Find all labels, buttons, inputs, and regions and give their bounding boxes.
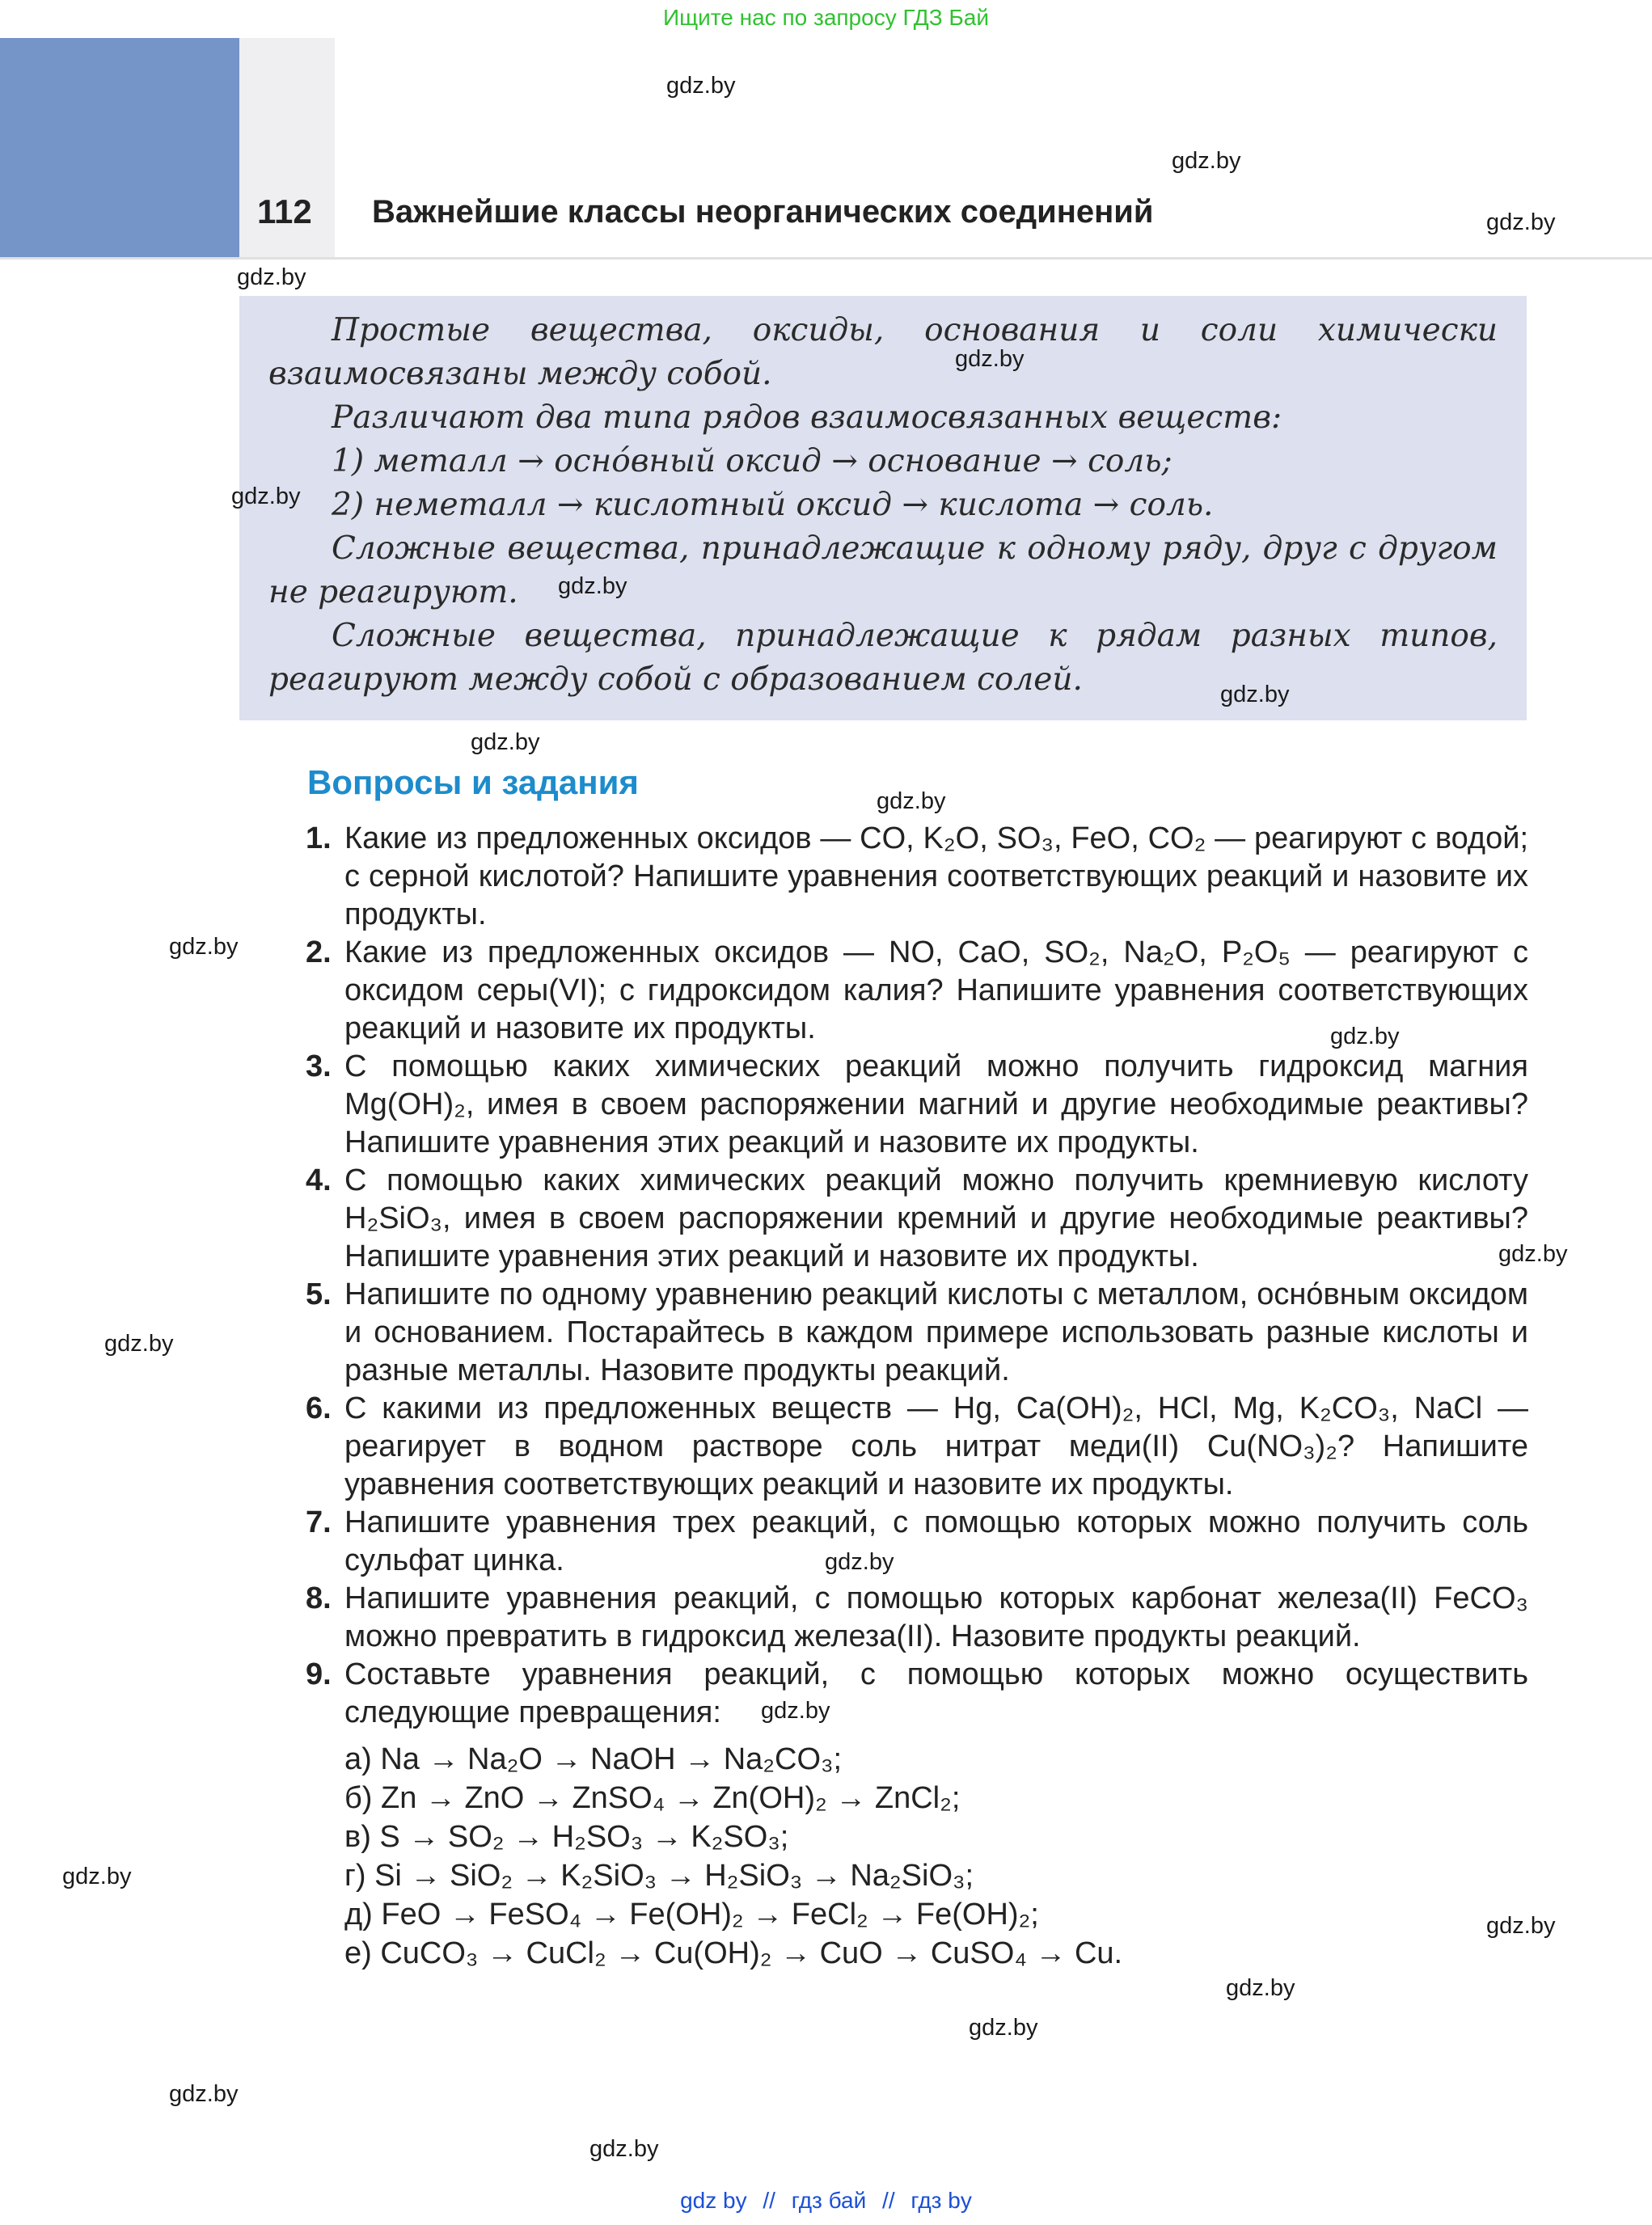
summary-chain-nonmetal: 2) неметалл → кислотный оксид → кислота → соль. [332, 487, 1214, 523]
watermark: gdz.by [558, 573, 627, 599]
question-text: С помощью каких химических реакций можно получить кремниевую кислоту H₂SiO₃, имея в своем распоряжении кремний и другие необходимые реактивы? Напишите уравнения этих реакций и назовите их продукты. [344, 1163, 1528, 1273]
watermark: gdz.by [666, 73, 736, 99]
watermark: gdz.by [1486, 209, 1556, 235]
watermark: gdz.by [231, 483, 301, 509]
question-number: 8. [306, 1581, 332, 1615]
watermark: gdz.by [761, 1698, 830, 1724]
question-item [306, 1656, 1528, 1732]
summary-box [239, 296, 1527, 720]
watermark: gdz.by [62, 1864, 132, 1889]
transformation-item: г) Si → SiO₂ → K₂SiO₃ → H₂SiO₃ → Na₂SiO₃; [344, 1859, 974, 1893]
header-color-block [0, 38, 239, 257]
question-text: Составьте уравнения реакций, с помощью которых можно осуществить следующие превращения: [344, 1657, 1528, 1729]
summary-paragraph: Сложные вещества, принадлежащие к одному ряду, друг с другом не реагируют. [268, 530, 1498, 610]
question-item [306, 1580, 1528, 1656]
summary-paragraph: Сложные вещества, принадлежащие к рядам разных типов, реагируют между собой с образованием солей. [268, 618, 1498, 698]
transformation-item: в) S → SO₂ → H₂SO₃ → K₂SO₃; [344, 1820, 789, 1854]
question-item [306, 1390, 1528, 1504]
question-number: 2. [306, 935, 332, 969]
footer-link-gdz-bai[interactable]: гдз бай [791, 2188, 867, 2213]
questions-list [306, 820, 1528, 1973]
summary-paragraph: Простые вещества, оксиды, основания и соли химически взаимосвязаны между собой. [268, 312, 1498, 392]
watermark: gdz.by [825, 1549, 894, 1575]
question-text: С помощью каких химических реакций можно получить гидроксид магния Mg(OH)₂, имея в своем распоряжении магний и другие необходимые реактивы? Напишите уравнения этих реакций и назовите их продукты. [344, 1049, 1528, 1159]
question-item [306, 820, 1528, 934]
question-number: 6. [306, 1391, 332, 1425]
question-text: Напишите по одному уравнению реакций кислоты с металлом, осно́вным оксидом и основанием. Постарайтесь в каждом примере использовать разные кислоты и разные металлы. Назовите продукты реакций. [344, 1277, 1528, 1387]
question-number: 9. [306, 1657, 332, 1691]
transformation-item: д) FeO → FeSO₄ → Fe(OH)₂ → FeCl₂ → Fe(OH)₂; [344, 1898, 1039, 1932]
summary-paragraph: Различают два типа рядов взаимосвязанных веществ: [332, 399, 1282, 436]
question-number: 1. [306, 821, 332, 855]
watermark: gdz.by [1226, 1975, 1295, 2001]
footer-separator: // [763, 2188, 775, 2213]
transformation-item: б) Zn → ZnO → ZnSO₄ → Zn(OH)₂ → ZnCl₂; [344, 1781, 961, 1815]
watermark: gdz.by [589, 2136, 659, 2162]
question-text: С какими из предложенных веществ — Hg, Ca(OH)₂, HCl, Mg, K₂CO₃, NaCl — реагирует в водном растворе соль нитрат меди(II) Cu(NO₃)₂? Напишите уравнения соответствующих реакций и назовите их продукты. [344, 1391, 1528, 1501]
watermark: gdz.by [955, 346, 1025, 372]
running-title: Важнейшие классы неорганических соединений [372, 194, 1154, 230]
watermark: gdz.by [1172, 148, 1241, 174]
watermark: gdz.by [1486, 1913, 1556, 1939]
watermark: gdz.by [1220, 682, 1290, 707]
watermark: gdz.by [169, 934, 239, 960]
question-number: 3. [306, 1049, 332, 1083]
question-text: Какие из предложенных оксидов — CO, K₂O, SO₃, FeO, CO₂ — реагируют с водой; с серной кислотой? Напишите уравнения соответствующих реакций и назовите их продукты. [344, 821, 1528, 931]
transformations-list [306, 1740, 1528, 1973]
section-title: Вопросы и задания [307, 763, 639, 801]
question-number: 7. [306, 1505, 332, 1539]
question-text: Напишите уравнения трех реакций, с помощью которых можно получить соль сульфат цинка. [344, 1505, 1528, 1577]
header-divider [0, 257, 1652, 260]
watermark: gdz.by [169, 2081, 239, 2107]
watermark: gdz.by [969, 2015, 1038, 2041]
question-number: 5. [306, 1277, 332, 1311]
footer-separator: // [882, 2188, 895, 2213]
watermark: gdz.by [237, 264, 306, 290]
transformation-item: е) CuCO₃ → CuCl₂ → Cu(OH)₂ → CuO → CuSO₄ → Cu. [344, 1936, 1123, 1970]
question-item [306, 1276, 1528, 1390]
question-item [306, 1162, 1528, 1276]
watermark: gdz.by [471, 729, 540, 755]
question-item [306, 1048, 1528, 1162]
transformation-item: а) Na → Na₂O → NaOH → Na₂CO₃; [344, 1742, 843, 1776]
question-text: Какие из предложенных оксидов — NO, CaO, SO₂, Na₂O, P₂O₅ — реагируют с оксидом серы(VI); с гидроксидом калия? Напишите уравнения соответствующих реакций и назовите их продукты. [344, 935, 1528, 1045]
watermark: gdz.by [1498, 1241, 1568, 1267]
page-number: 112 [257, 192, 312, 230]
question-number: 4. [306, 1163, 332, 1197]
watermark: gdz.by [877, 788, 946, 814]
watermark: gdz.by [104, 1331, 174, 1357]
footer-link-gdz-by[interactable]: gdz by [680, 2188, 747, 2213]
footer-link-gdz-by-ru[interactable]: гдз by [911, 2188, 972, 2213]
footer-links [0, 2188, 1652, 2214]
question-item [306, 1504, 1528, 1580]
question-text: Напишите уравнения реакций, с помощью которых карбонат железа(II) FeCO₃ можно превратить в гидроксид железа(II). Назовите продукты реакций. [344, 1581, 1528, 1653]
watermark: gdz.by [1330, 1024, 1400, 1049]
summary-chain-metal: 1) металл → осно́вный оксид → основание → соль; [332, 443, 1172, 479]
top-banner-link[interactable]: Ищите нас по запросу ГДЗ Бай [662, 5, 990, 30]
